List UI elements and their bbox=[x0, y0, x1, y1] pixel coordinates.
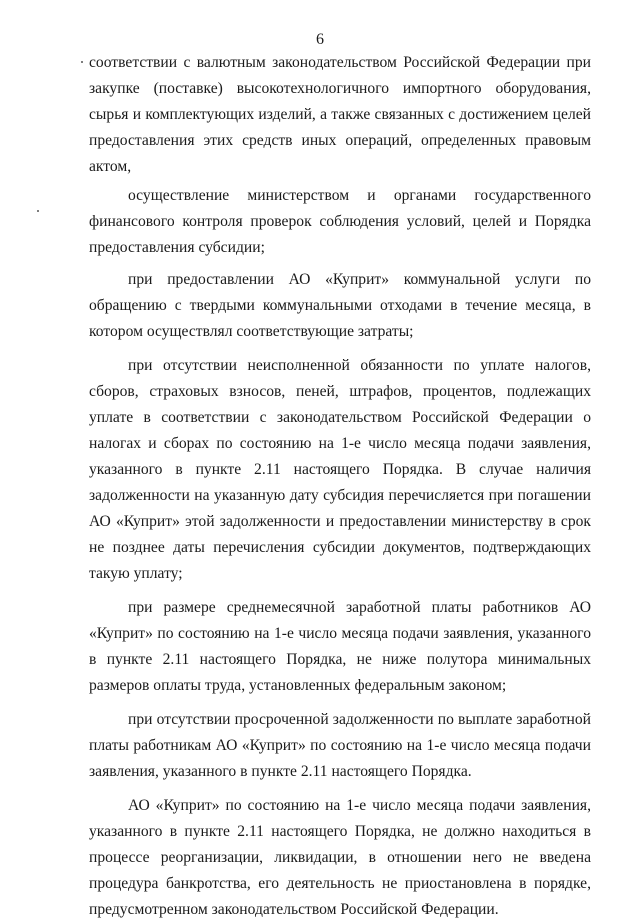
scan-speck bbox=[81, 61, 83, 63]
paragraph-currency-law: соответствии с валютным законодательством Российской Федерации при закупке (поставке) высокотехнологичного импортного оборудования, сырья и комплектующих изделий, а также связанных с достижением целей предоставления этих средств иных операций, определенных правовым актом, bbox=[89, 54, 591, 175]
paragraph-municipal-service: при предоставлении АО «Куприт» коммунальной услуги по обращению с твердыми коммунальными отходами в течение месяца, в котором осуществлял соответствующие затраты; bbox=[89, 271, 591, 340]
document-body bbox=[89, 50, 591, 923]
paragraph-no-wage-arrears: при отсутствии просроченной задолженности по выплате заработной платы работникам АО «Куприт» по состоянию на 1-е число месяца подачи заявления, указанного в пункте 2.11 настоящего Порядка. bbox=[89, 711, 591, 780]
paragraph-no-reorganization: АО «Куприт» по состоянию на 1-е число месяца подачи заявления, указанного в пункте 2.11 настоящего Порядка, не должно находиться в процессе реорганизации, ликвидации, в отношении него не введена процедура банкротства, его деятельность не приостановлена в порядке, предусмотренном законодательством Российской Федерации. bbox=[89, 797, 591, 918]
paragraph-control-checks: осуществление министерством и органами государственного финансового контроля проверок соблюдения условий, целей и Порядка предоставления субсидии; bbox=[89, 187, 591, 256]
scan-speck bbox=[37, 210, 39, 212]
page-number: 6 bbox=[316, 31, 324, 48]
paragraph-average-salary: при размере среднемесячной заработной платы работников АО «Куприт» по состоянию на 1-е число месяца подачи заявления, указанного в пункте 2.11 настоящего Порядка, не ниже полутора минимальных размеров оплаты труда, установленных федеральным законом; bbox=[89, 599, 591, 694]
paragraph-no-tax-debt: при отсутствии неисполненной обязанности по уплате налогов, сборов, страховых взносов, пеней, штрафов, процентов, подлежащих уплате в соответствии с законодательством Российской Федерации о налогах и сборах по состоянию на 1-е число месяца подачи заявления, указанного в пункте 2.11 настоящего Порядка. В случае наличия задолженности на указанную дату субсидия перечисляется при погашении АО «Куприт» этой задолженности и предоставлении министерству в срок не позднее даты перечисления субсидии документов, подтверждающих такую уплату; bbox=[89, 357, 591, 582]
